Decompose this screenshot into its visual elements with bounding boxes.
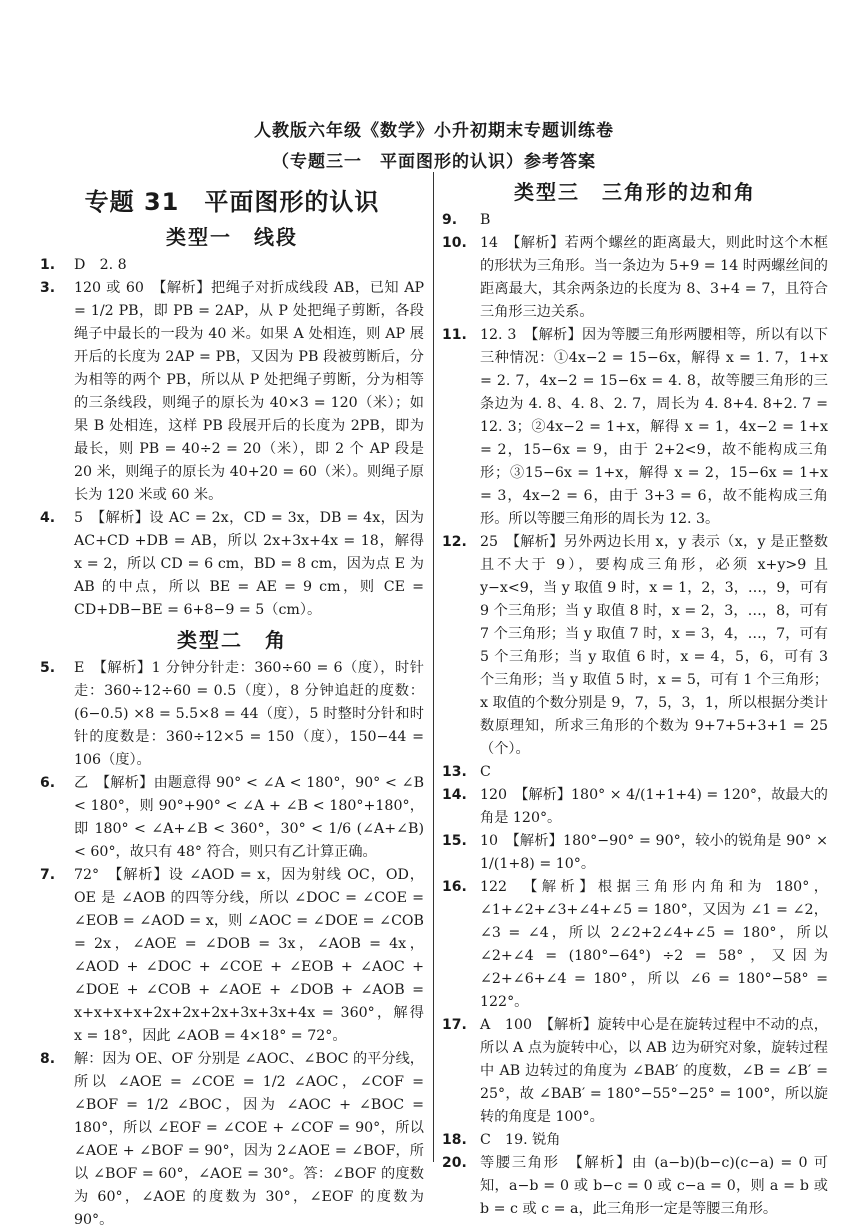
answer-item [40, 507, 424, 622]
answer-number: 20. [442, 1155, 467, 1171]
answer-text: E 【解析】1 分钟分针走：360÷60 = 6（度），时针走：360÷12÷60 = 0.5（度），8 分钟追赶的度数：(6−0.5) ×8 = 5.5×8 = 44（度），5 时整时分针和时针的度数是：360÷12×5 = 150（度），150−44 = 106（度）。 [74, 660, 424, 768]
answer-text: 72° 【解析】设 ∠AOD = x，因为射线 OC，OD，OE 是 ∠AOB 的四等分线，所以 ∠DOC = ∠COE = ∠EOB = ∠AOD = x，则 ∠AOC = ∠DOE = ∠COB = 2x，∠AOE = ∠DOB = 3x，∠AOB = 4x，∠AOD + ∠DOC + ∠COE + ∠EOB + ∠AOC + ∠DOE + ∠COB + ∠AOE + ∠DOB + ∠AOB = x+x+x+x+2x+2x+2x+3x+3x+4x = 360°，解得 x = 18°，因此 ∠AOB = 4×18° = 72°。 [74, 867, 424, 1044]
answer-item [442, 876, 828, 1014]
document-subtitle: （专题三一 平面图形的认识）参考答案 [272, 152, 596, 172]
answer-number: 7. [40, 867, 56, 883]
answer-text: C 19. 锐角 [480, 1132, 561, 1148]
answer-list-c [442, 209, 828, 1221]
answer-text: 乙 【解析】由题意得 90° < ∠A < 180°，90° < ∠B < 180°，则 90°+90° < ∠A + ∠B < 180°+180°，即 180° < ∠A+∠B < 360°，30° < 1/6 (∠A+∠B) < 60°，故只有 48° 符合，则只有乙计算正确。 [74, 775, 424, 860]
answer-number: 4. [40, 510, 56, 526]
answer-text: A 100 【解析】旋转中心是在旋转过程中不动的点，所以 A 点为旋转中心，以 AB 边为研究对象，旋转过程中 AB 边转过的角度为 ∠BAB′ 的度数，∠B = ∠B′ = 25°，故 ∠BAB′ = 180°−55°−25° = 100°，所以旋转的角度是 100°。 [480, 1017, 828, 1125]
answer-text: 25 【解析】另外两边长用 x，y 表示（x，y 是正整数且不大于 9），要构成三角形，必须 x+y>9 且 y−x<9，当 y 取值 9 时，x = 1，2，3，…，9，可有 9 个三角形；当 y 取值 8 时，x = 2，3，…，8，可有 7 个三角形；当 y 取值 7 时，x = 3，4，…，7，可有 5 个三角形；当 y 取值 6 时，x = 4，5，6，可有 3 个三角形；当 y 取值 5 时，x = 5，可有 1 个三角形；x 取值的个数分别是 9，7，5，3，1，所以根据分类计数原理知，所求三角形的个数为 9+7+5+3+1 = 25（个）。 [480, 534, 828, 757]
answer-item [40, 864, 424, 1048]
answer-text: 120 或 60 【解析】把绳子对折成线段 AB，已知 AP = 1/2 PB，即 PB = 2AP，从 P 处把绳子剪断，各段绳子中最长的一段为 40 米。如果 A 处相连，则 AP 展开后的长度为 2AP = PB，又因为 PB 段被剪断后，分为相等的两个 PB，所以从 P 处把绳子剪断，分为相等的三条线段，则绳子的原长为 40×3 = 120（米）；如果 B 处相连，这样 PB 段展开后的长度为 2PB，即为最长，则 PB = 40÷2 = 20（米），即 2 个 AP 段是 20 米，则绳子的原长为 40+20 = 60（米）。则绳子原长为 120 米或 60 米。 [74, 280, 424, 503]
answer-item [442, 784, 828, 830]
answer-number: 14. [442, 787, 467, 803]
answer-text: 10 【解析】180°−90° = 90°，较小的锐角是 90° × 1/(1+8) = 10°。 [480, 833, 828, 872]
answer-number: 18. [442, 1132, 467, 1148]
answer-item [442, 830, 828, 876]
answer-number: 12. [442, 534, 467, 550]
answer-item [442, 1129, 828, 1152]
answer-text: 120 【解析】180° × 4/(1+1+4) = 120°，故最大的角是 120°。 [480, 787, 828, 826]
topic-title: 专题 31 平面图形的认识 [84, 188, 380, 216]
answer-number: 5. [40, 660, 56, 676]
answer-item [442, 324, 828, 531]
right-column [442, 168, 828, 1221]
answer-text: 5 【解析】设 AC = 2x，CD = 3x，DB = 4x，因为 AC+CD +DB = AB，所以 2x+3x+4x = 18，解得 x = 2，所以 CD = 6 cm，BD = 8 cm，因为点 E 为 AB 的中点，所以 BE = AE = 9 cm，则 CE = CD+DB−BE = 6+8−9 = 5（cm）。 [74, 510, 424, 618]
answer-item [442, 761, 828, 784]
answer-number: 8. [40, 1051, 56, 1067]
answer-text: 14 【解析】若两个螺丝的距离最大，则此时这个木框的形状为三角形。当一条边为 5+9 = 14 时两螺丝间的距离最大，其余两条边的长度为 8、3+4 = 7，且符合三角形三边关系。 [480, 235, 828, 320]
answer-item [40, 277, 424, 507]
answer-item [442, 1014, 828, 1129]
answer-text: D 2. 8 [74, 257, 127, 273]
answer-item [40, 254, 424, 277]
answer-text: 122 【解析】根据三角形内角和为 180°，∠1+∠2+∠3+∠4+∠5 = 180°，又因为 ∠1 = ∠2，∠3 = ∠4，所以 2∠2+2∠4+∠5 = 180°，所以 ∠2+∠4 = (180°−64°) ÷2 = 58°，又因为 ∠2+∠6+∠4 = 180°，所以 ∠6 = 180°−58° = 122°。 [480, 879, 828, 1010]
answer-number: 10. [442, 235, 467, 251]
answer-item [442, 209, 828, 232]
answer-number: 6. [40, 775, 56, 791]
answer-item [442, 1152, 828, 1221]
answer-item [442, 531, 828, 761]
answer-number: 9. [442, 212, 458, 228]
answer-list-a [40, 254, 424, 622]
answer-item [40, 772, 424, 864]
answer-number: 11. [442, 327, 467, 343]
answer-text: C [480, 764, 491, 780]
answer-text: 解：因为 OE、OF 分别是 ∠AOC、∠BOC 的平分线，所以 ∠AOE = ∠COE = 1/2 ∠AOC，∠COF = ∠BOF = 1/2 ∠BOC，因为 ∠AOC + ∠BOC = 180°，所以 ∠EOF = ∠COE + ∠COF = 90°，所以 ∠AOE + ∠BOF = 90°，因为 2∠AOE = ∠BOF，所以 ∠BOF = 60°，∠AOE = 30°。答：∠BOF 的度数为 60°，∠AOE 的度数为 30°，∠EOF 的度数为 90°。 [74, 1051, 424, 1228]
type-heading-3: 类型三 三角形的边和角 [514, 180, 756, 204]
type-heading-1: 类型一 线段 [166, 225, 298, 249]
column-divider [433, 172, 434, 1162]
answer-list-b [40, 657, 424, 1232]
answer-number: 1. [40, 257, 56, 273]
answer-item [40, 1048, 424, 1232]
answer-item [442, 232, 828, 324]
answer-text: 12. 3 【解析】因为等腰三角形两腰相等，所以有以下三种情况：①4x−2 = 15−6x，解得 x = 1. 7，1+x = 2. 7，4x−2 = 15−6x = 4. 8，故等腰三角形的三条边为 4. 8、4. 8、2. 7，周长为 4. 8+4. 8+2. 7 = 12. 3；②4x−2 = 1+x，解得 x = 1，4x−2 = 1+x = 2，15−6x = 9，由于 2+2<9，故不能构成三角形；③15−6x = 1+x，解得 x = 2，15−6x = 1+x = 3，4x−2 = 6，由于 3+3 = 6，故不能构成三角形。所以等腰三角形的周长为 12. 3。 [480, 327, 828, 527]
type-heading-2: 类型二 角 [177, 628, 287, 652]
answer-number: 17. [442, 1017, 467, 1033]
left-column [40, 168, 424, 1232]
answer-text: 等腰三角形 【解析】由 (a−b)(b−c)(c−a) = 0 可知，a−b = 0 或 b−c = 0 或 c−a = 0，则 a = b 或 b = c 或 c = a，此三角形一定是等腰三角形。 [480, 1155, 828, 1217]
document-title: 人教版六年级《数学》小升初期末专题训练卷 [254, 121, 614, 141]
answer-number: 15. [442, 833, 467, 849]
answer-item [40, 657, 424, 772]
answer-text: B [480, 212, 491, 228]
answer-number: 16. [442, 879, 467, 895]
answer-number: 3. [40, 280, 56, 296]
answer-number: 13. [442, 764, 467, 780]
